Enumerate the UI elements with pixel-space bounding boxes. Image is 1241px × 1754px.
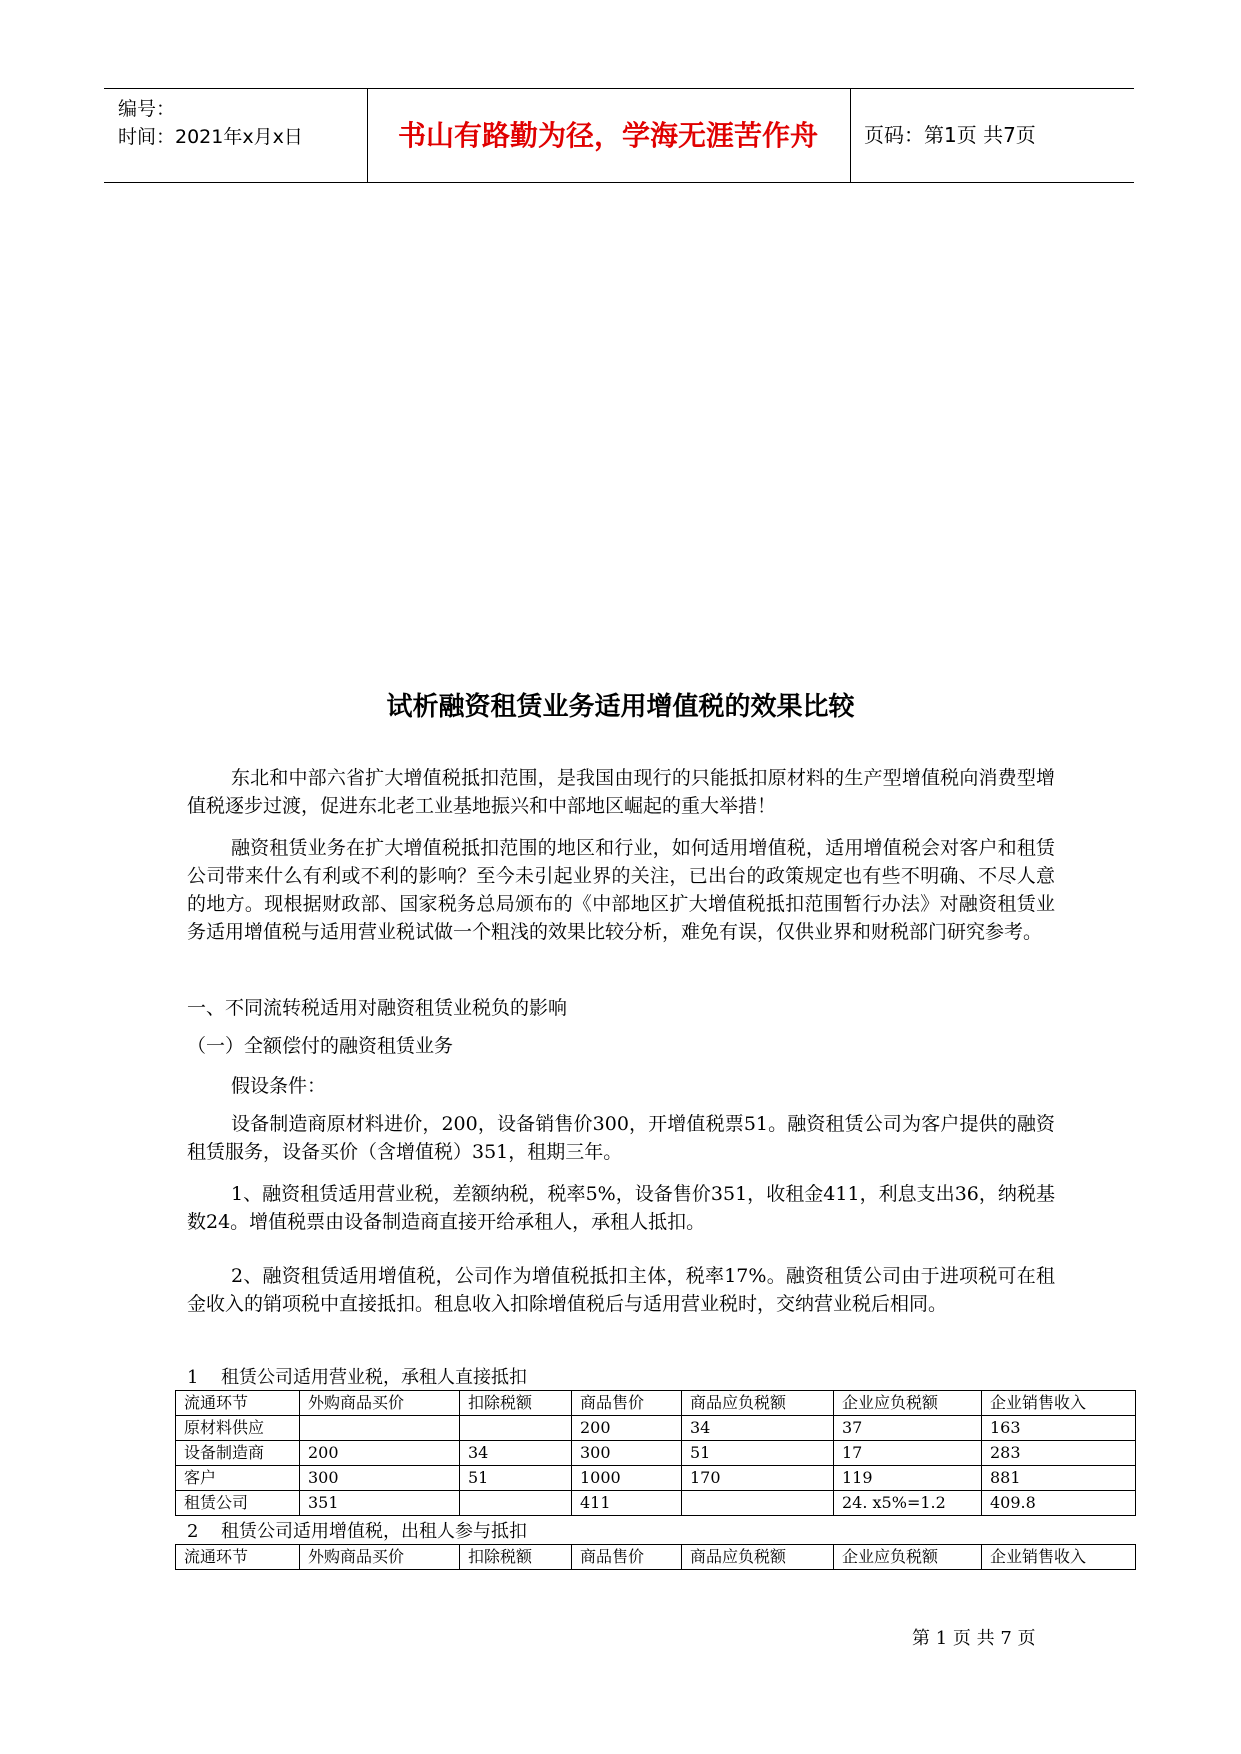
table1-caption <box>187 1366 527 1390</box>
page-header <box>104 88 1134 183</box>
table-header-cell: 外购商品买价 <box>300 1391 460 1416</box>
table-header-cell: 企业应负税额 <box>834 1391 982 1416</box>
table-cell: 客户 <box>176 1466 300 1491</box>
table-header-cell: 商品应负税额 <box>682 1391 834 1416</box>
table-header-row <box>176 1545 1136 1570</box>
table-header-cell: 企业销售收入 <box>982 1545 1136 1570</box>
table-row <box>176 1441 1136 1466</box>
table2-caption-text: 租赁公司适用增值税，出租人参与抵扣 <box>221 1521 527 1542</box>
table-row <box>176 1466 1136 1491</box>
table-cell: 24. x5%=1.2 <box>834 1491 982 1516</box>
table-cell: 200 <box>572 1416 682 1441</box>
table-cell: 原材料供应 <box>176 1416 300 1441</box>
table-cell: 300 <box>572 1441 682 1466</box>
table-cell: 411 <box>572 1491 682 1516</box>
table-cell: 119 <box>834 1466 982 1491</box>
paragraph-case-1: 1、融资租赁适用营业税，差额纳税，税率5%，设备售价351，收租金411，利息支出36，纳税基数24。增值税票由设备制造商直接开给承租人，承租人抵扣。 <box>187 1183 1055 1233</box>
table-cell: 1000 <box>572 1466 682 1491</box>
table-header-cell: 外购商品买价 <box>300 1545 460 1570</box>
table1 <box>175 1390 1136 1516</box>
paragraph-assumptions: 设备制造商原材料进价，200，设备销售价300，开增值税票51。融资租赁公司为客户提供的融资租赁服务，设备买价（含增值税）351，租期三年。 <box>187 1113 1055 1163</box>
table1-caption-text: 租赁公司适用营业税，承租人直接抵扣 <box>221 1367 527 1388</box>
table-cell: 351 <box>300 1491 460 1516</box>
table-header-cell: 流通环节 <box>176 1545 300 1570</box>
table-cell: 租赁公司 <box>176 1491 300 1516</box>
table-header-cell: 商品售价 <box>572 1545 682 1570</box>
table-header-cell: 扣除税额 <box>460 1545 572 1570</box>
table-cell <box>460 1491 572 1516</box>
table-header-cell: 企业应负税额 <box>834 1545 982 1570</box>
table-cell: 37 <box>834 1416 982 1441</box>
table-cell: 34 <box>460 1441 572 1466</box>
paragraph-assumption-label: 假设条件： <box>231 1075 327 1097</box>
table-header-cell: 扣除税额 <box>460 1391 572 1416</box>
table2 <box>175 1544 1136 1570</box>
table-cell <box>682 1491 834 1516</box>
table-cell: 300 <box>300 1466 460 1491</box>
document-time-label: 时间：2021年x月x日 <box>118 126 303 148</box>
table-cell: 170 <box>682 1466 834 1491</box>
table2-caption <box>187 1520 527 1544</box>
table-cell: 283 <box>982 1441 1136 1466</box>
header-page-info: 页码：第1页 共7页 <box>864 123 1036 147</box>
table-cell: 51 <box>682 1441 834 1466</box>
table-cell: 200 <box>300 1441 460 1466</box>
document-number-label: 编号： <box>118 98 176 120</box>
table-cell: 51 <box>460 1466 572 1491</box>
table-header-cell: 商品应负税额 <box>682 1545 834 1570</box>
page-footer: 第 1 页 共 7 页 <box>912 1628 1036 1649</box>
table-cell <box>460 1416 572 1441</box>
paragraph-background: 融资租赁业务在扩大增值税抵扣范围的地区和行业，如何适用增值税，适用增值税会对客户和租赁公司带来什么有利或不利的影响？至今未引起业界的关注，已出台的政策规定也有些不明确、不尽人意的地方。现根据财政部、国家税务总局颁布的《中部地区扩大增值税抵扣范围暂行办法》对融资租赁业务适用增值税与适用营业税试做一个粗浅的效果比较分析，难免有误，仅供业界和财税部门研究参考。 <box>187 837 1055 943</box>
table-cell: 17 <box>834 1441 982 1466</box>
section-heading-1: 一、不同流转税适用对融资租赁业税负的影响 <box>187 997 568 1019</box>
table-header-cell: 企业销售收入 <box>982 1391 1136 1416</box>
table-cell: 163 <box>982 1416 1136 1441</box>
table-cell <box>300 1416 460 1441</box>
table-row <box>176 1491 1136 1516</box>
paragraph-case-2: 2、融资租赁适用增值税，公司作为增值税抵扣主体，税率17%。融资租赁公司由于进项税可在租金收入的销项税中直接抵扣。租息收入扣除增值税后与适用营业税时，交纳营业税后相同。 <box>187 1265 1055 1315</box>
table-cell: 881 <box>982 1466 1136 1491</box>
header-meta <box>118 95 303 151</box>
table-header-row <box>176 1391 1136 1416</box>
header-divider-right <box>850 89 851 182</box>
table2-caption-number: 2 <box>187 1521 199 1542</box>
subsection-heading-1: （一）全额偿付的融资租赁业务 <box>187 1035 454 1057</box>
table-cell: 34 <box>682 1416 834 1441</box>
document-title: 试析融资租赁业务适用增值税的效果比较 <box>386 692 855 722</box>
table-header-cell: 流通环节 <box>176 1391 300 1416</box>
table-cell: 设备制造商 <box>176 1441 300 1466</box>
table1-caption-number: 1 <box>187 1367 199 1388</box>
paragraph-intro: 东北和中部六省扩大增值税抵扣范围，是我国由现行的只能抵扣原材料的生产型增值税向消费型增值税逐步过渡，促进东北老工业基地振兴和中部地区崛起的重大举措！ <box>187 767 1055 817</box>
table-row <box>176 1416 1136 1441</box>
header-motto: 书山有路勤为径，学海无涯苦作舟 <box>397 119 818 152</box>
table-header-cell: 商品售价 <box>572 1391 682 1416</box>
table-cell: 409.8 <box>982 1491 1136 1516</box>
